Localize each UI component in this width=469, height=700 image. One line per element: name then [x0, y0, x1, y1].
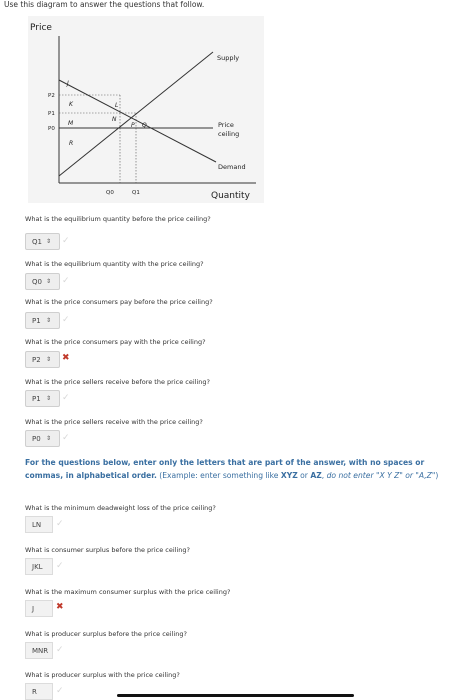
question-text: What is the price sellers receive before the price ceiling?	[25, 378, 210, 386]
check-icon: ✓	[62, 393, 70, 403]
y-axis-label: Price	[30, 23, 52, 33]
up-down-caret-icon: ⇕	[46, 238, 52, 245]
demand-label: Demand	[218, 163, 246, 171]
supply-curve	[59, 52, 213, 176]
check-icon: ✓	[56, 561, 64, 571]
answer-dropdown[interactable]	[25, 273, 60, 290]
region-j: J	[67, 80, 69, 87]
ceiling-label-1: Price	[218, 121, 234, 129]
letter-answer-instructions	[25, 456, 455, 482]
region-p: P	[131, 122, 135, 129]
question-text: What is the equilibrium quantity with the price ceiling?	[25, 260, 204, 268]
question-text: What is the equilibrium quantity before the price ceiling?	[25, 215, 211, 223]
question-text: What is the minimum deadweight loss of the price ceiling?	[25, 504, 216, 512]
answer-dropdown[interactable]	[25, 312, 60, 329]
p0-label: P0	[48, 126, 55, 132]
dropdown-value: P1	[32, 394, 41, 403]
region-n: N	[112, 116, 117, 123]
check-icon: ✓	[56, 645, 64, 655]
up-down-caret-icon: ⇕	[46, 395, 52, 402]
dropdown-value: P0	[32, 434, 41, 443]
instructions-comma: ,	[321, 471, 327, 480]
intro-text: Use this diagram to answer the questions that follow.	[4, 0, 205, 9]
cross-icon: ✖	[62, 353, 70, 363]
answer-textbox[interactable]: LN	[25, 516, 53, 533]
check-icon: ✓	[56, 519, 64, 529]
p1-label: P1	[48, 111, 55, 117]
answer-dropdown[interactable]	[25, 233, 60, 250]
supply-demand-diagram	[28, 16, 264, 203]
dropdown-value: P2	[32, 355, 41, 364]
question-text: What is the price sellers receive with the price ceiling?	[25, 418, 203, 426]
question-text: What is the maximum consumer surplus with the price ceiling?	[25, 588, 231, 596]
question-text: What is producer surplus before the price ceiling?	[25, 630, 187, 638]
instructions-do-not: do not enter "X Y Z" or "A,Z"	[326, 471, 436, 480]
check-icon: ✓	[62, 276, 70, 286]
dropdown-value: Q0	[32, 277, 42, 286]
region-k: K	[69, 101, 73, 108]
instructions-close: )	[435, 471, 439, 480]
question-text: What is the price consumers pay before the price ceiling?	[25, 298, 213, 306]
p2-label: P2	[48, 93, 55, 99]
instructions-or: or	[297, 471, 311, 480]
up-down-caret-icon: ⇕	[46, 317, 52, 324]
instructions-lead: For the questions below, enter only the letters that are part of the answer, with no spaces or commas, in alphabetical order.	[25, 458, 425, 480]
instructions-example-1: XYZ	[280, 471, 298, 480]
answer-textbox[interactable]: MNR	[25, 642, 53, 659]
dropdown-value: P1	[32, 316, 41, 325]
check-icon: ✓	[62, 433, 70, 443]
up-down-caret-icon: ⇕	[46, 278, 52, 285]
check-icon: ✓	[56, 686, 64, 696]
instructions-example-pre: (Example: enter something like	[156, 471, 281, 480]
supply-label: Supply	[217, 54, 240, 62]
q1-label: Q1	[132, 190, 140, 196]
question-text: What is producer surplus with the price ceiling?	[25, 671, 180, 679]
answer-dropdown[interactable]	[25, 390, 60, 407]
answer-textbox[interactable]: J	[25, 600, 53, 617]
region-l: L	[115, 102, 119, 109]
instructions-example-2: AZ	[310, 471, 322, 480]
ceiling-label-2: ceiling	[218, 130, 240, 138]
question-text: What is consumer surplus before the price ceiling?	[25, 546, 190, 554]
dropdown-value: Q1	[32, 237, 42, 246]
home-indicator-bar	[117, 694, 354, 697]
question-text: What is the price consumers pay with the price ceiling?	[25, 338, 206, 346]
answer-dropdown[interactable]	[25, 430, 60, 447]
answer-textbox[interactable]: JKL	[25, 558, 53, 575]
region-q: Q	[142, 122, 147, 129]
up-down-caret-icon: ⇕	[46, 356, 52, 363]
q0-label: Q0	[106, 190, 114, 196]
answer-dropdown[interactable]	[25, 351, 60, 368]
region-m: M	[68, 120, 74, 127]
region-r: R	[69, 140, 74, 147]
x-axis-label: Quantity	[211, 191, 250, 201]
cross-icon: ✖	[56, 602, 64, 612]
check-icon: ✓	[62, 236, 70, 246]
up-down-caret-icon: ⇕	[46, 435, 52, 442]
answer-textbox[interactable]: R	[25, 683, 53, 700]
check-icon: ✓	[62, 315, 70, 325]
demand-curve	[59, 80, 216, 162]
